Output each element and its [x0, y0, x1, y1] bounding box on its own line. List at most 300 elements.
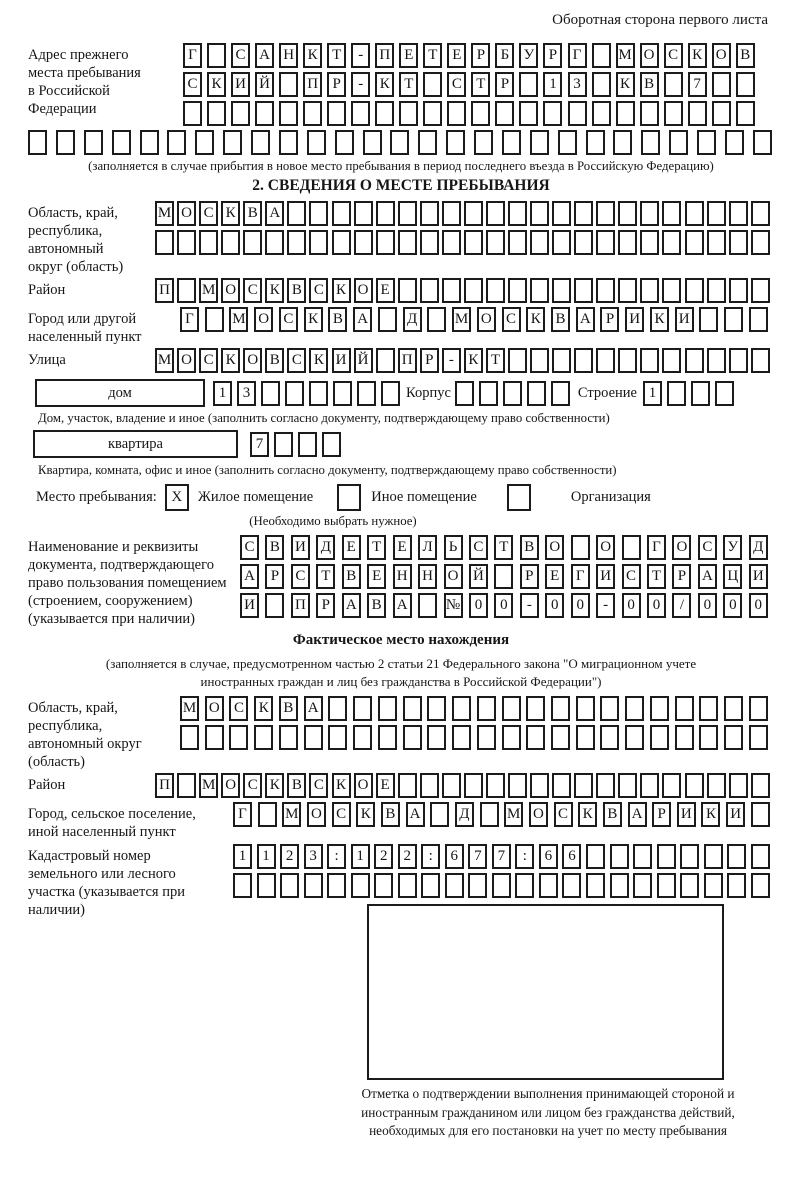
char-cell[interactable]	[464, 773, 483, 798]
char-cell[interactable]: К	[265, 278, 284, 303]
char-cell[interactable]	[492, 873, 511, 898]
char-cell[interactable]: С	[622, 564, 641, 589]
char-cell[interactable]	[254, 725, 273, 750]
char-cell[interactable]	[640, 201, 659, 226]
char-cell[interactable]	[753, 130, 772, 155]
char-cell[interactable]	[618, 230, 637, 255]
char-cell[interactable]: :	[515, 844, 534, 869]
char-cell[interactable]	[298, 432, 317, 457]
char-cell[interactable]	[477, 725, 496, 750]
char-cell[interactable]	[503, 381, 522, 406]
char-cell[interactable]: В	[736, 43, 755, 68]
char-cell[interactable]	[667, 381, 686, 406]
char-cell[interactable]	[751, 873, 770, 898]
char-cell[interactable]: Т	[494, 535, 513, 560]
char-cell[interactable]	[464, 230, 483, 255]
char-cell[interactable]	[751, 230, 770, 255]
char-cell[interactable]: 0	[571, 593, 590, 618]
char-cell[interactable]: М	[504, 802, 523, 827]
char-cell[interactable]	[205, 725, 224, 750]
char-cell[interactable]	[455, 381, 474, 406]
char-cell[interactable]	[662, 278, 681, 303]
char-cell[interactable]: Д	[749, 535, 768, 560]
char-cell[interactable]	[699, 725, 718, 750]
char-cell[interactable]	[751, 348, 770, 373]
char-cell[interactable]	[231, 101, 250, 126]
char-cell[interactable]: В	[287, 278, 306, 303]
char-cell[interactable]: О	[354, 773, 373, 798]
char-cell[interactable]	[474, 130, 493, 155]
char-cell[interactable]: А	[304, 696, 323, 721]
char-cell[interactable]	[664, 101, 683, 126]
char-cell[interactable]: И	[332, 348, 351, 373]
char-cell[interactable]	[751, 773, 770, 798]
char-cell[interactable]: О	[640, 43, 659, 68]
char-cell[interactable]	[285, 381, 304, 406]
char-cell[interactable]	[486, 201, 505, 226]
char-cell[interactable]	[502, 696, 521, 721]
char-cell[interactable]	[233, 873, 252, 898]
char-cell[interactable]: С	[199, 348, 218, 373]
char-cell[interactable]	[669, 130, 688, 155]
char-cell[interactable]	[662, 773, 681, 798]
char-cell[interactable]	[279, 130, 298, 155]
char-cell[interactable]	[508, 348, 527, 373]
char-cell[interactable]: К	[309, 348, 328, 373]
char-cell[interactable]	[526, 696, 545, 721]
char-cell[interactable]	[177, 278, 196, 303]
char-cell[interactable]: Р	[327, 72, 346, 97]
char-cell[interactable]: М	[155, 201, 174, 226]
char-cell[interactable]	[685, 773, 704, 798]
char-cell[interactable]: 3	[304, 844, 323, 869]
char-cell[interactable]: В	[265, 348, 284, 373]
char-cell[interactable]: :	[421, 844, 440, 869]
char-cell[interactable]: О	[545, 535, 564, 560]
char-cell[interactable]	[707, 201, 726, 226]
char-cell[interactable]	[418, 130, 437, 155]
char-cell[interactable]	[354, 201, 373, 226]
char-cell[interactable]	[398, 278, 417, 303]
char-cell[interactable]	[568, 101, 587, 126]
char-cell[interactable]: И	[675, 307, 694, 332]
char-cell[interactable]	[519, 101, 538, 126]
char-cell[interactable]	[287, 230, 306, 255]
char-cell[interactable]	[724, 307, 743, 332]
char-cell[interactable]: П	[303, 72, 322, 97]
char-cell[interactable]	[641, 130, 660, 155]
char-cell[interactable]	[464, 201, 483, 226]
char-cell[interactable]	[274, 432, 293, 457]
char-cell[interactable]: О	[444, 564, 463, 589]
char-cell[interactable]	[328, 725, 347, 750]
char-cell[interactable]	[625, 725, 644, 750]
char-cell[interactable]: С	[240, 535, 259, 560]
char-cell[interactable]	[423, 72, 442, 97]
char-cell[interactable]	[427, 696, 446, 721]
char-cell[interactable]	[600, 696, 619, 721]
char-cell[interactable]	[633, 844, 652, 869]
char-cell[interactable]: О	[307, 802, 326, 827]
char-cell[interactable]	[229, 725, 248, 750]
char-cell[interactable]	[307, 130, 326, 155]
char-cell[interactable]: Е	[376, 278, 395, 303]
char-cell[interactable]: Е	[393, 535, 412, 560]
char-cell[interactable]	[650, 696, 669, 721]
char-cell[interactable]	[335, 130, 354, 155]
char-cell[interactable]: Н	[279, 43, 298, 68]
apartment-type-box[interactable]: квартира	[33, 430, 238, 458]
char-cell[interactable]: Е	[545, 564, 564, 589]
char-cell[interactable]	[729, 348, 748, 373]
char-cell[interactable]: С	[279, 307, 298, 332]
char-cell[interactable]: В	[243, 201, 262, 226]
char-cell[interactable]: А	[240, 564, 259, 589]
char-cell[interactable]	[452, 725, 471, 750]
char-cell[interactable]: 1	[233, 844, 252, 869]
char-cell[interactable]: Е	[447, 43, 466, 68]
char-cell[interactable]: 7	[468, 844, 487, 869]
char-cell[interactable]	[751, 201, 770, 226]
char-cell[interactable]: А	[342, 593, 361, 618]
char-cell[interactable]: И	[726, 802, 745, 827]
char-cell[interactable]	[640, 348, 659, 373]
char-cell[interactable]	[332, 201, 351, 226]
char-cell[interactable]	[526, 725, 545, 750]
char-cell[interactable]	[502, 725, 521, 750]
char-cell[interactable]	[418, 593, 437, 618]
char-cell[interactable]: И	[749, 564, 768, 589]
char-cell[interactable]: Н	[418, 564, 437, 589]
char-cell[interactable]	[207, 43, 226, 68]
char-cell[interactable]	[398, 773, 417, 798]
char-cell[interactable]	[398, 873, 417, 898]
char-cell[interactable]	[464, 278, 483, 303]
char-cell[interactable]	[486, 773, 505, 798]
char-cell[interactable]	[353, 725, 372, 750]
char-cell[interactable]	[480, 802, 499, 827]
char-cell[interactable]: Г	[568, 43, 587, 68]
char-cell[interactable]	[399, 101, 418, 126]
char-cell[interactable]: 3	[237, 381, 256, 406]
char-cell[interactable]: А	[393, 593, 412, 618]
char-cell[interactable]: М	[180, 696, 199, 721]
char-cell[interactable]: Т	[486, 348, 505, 373]
char-cell[interactable]	[688, 101, 707, 126]
char-cell[interactable]: К	[616, 72, 635, 97]
char-cell[interactable]	[596, 773, 615, 798]
char-cell[interactable]	[508, 278, 527, 303]
char-cell[interactable]	[552, 278, 571, 303]
char-cell[interactable]	[751, 278, 770, 303]
char-cell[interactable]	[530, 278, 549, 303]
char-cell[interactable]	[251, 130, 270, 155]
char-cell[interactable]: Р	[316, 593, 335, 618]
char-cell[interactable]: Р	[652, 802, 671, 827]
char-cell[interactable]: Ь	[444, 535, 463, 560]
char-cell[interactable]: Д	[455, 802, 474, 827]
char-cell[interactable]: О	[477, 307, 496, 332]
char-cell[interactable]: И	[596, 564, 615, 589]
char-cell[interactable]: 0	[545, 593, 564, 618]
char-cell[interactable]	[177, 230, 196, 255]
char-cell[interactable]	[543, 101, 562, 126]
char-cell[interactable]	[486, 278, 505, 303]
char-cell[interactable]: К	[304, 307, 323, 332]
char-cell[interactable]: Й	[469, 564, 488, 589]
char-cell[interactable]: 7	[688, 72, 707, 97]
char-cell[interactable]	[675, 696, 694, 721]
char-cell[interactable]: А	[698, 564, 717, 589]
char-cell[interactable]	[327, 873, 346, 898]
char-cell[interactable]: С	[231, 43, 250, 68]
char-cell[interactable]	[707, 773, 726, 798]
char-cell[interactable]	[351, 101, 370, 126]
char-cell[interactable]: 2	[374, 844, 393, 869]
char-cell[interactable]	[704, 844, 723, 869]
char-cell[interactable]: М	[199, 773, 218, 798]
char-cell[interactable]	[712, 72, 731, 97]
char-cell[interactable]: С	[469, 535, 488, 560]
char-cell[interactable]: -	[442, 348, 461, 373]
char-cell[interactable]: 1	[351, 844, 370, 869]
char-cell[interactable]	[551, 725, 570, 750]
char-cell[interactable]	[530, 201, 549, 226]
char-cell[interactable]	[527, 381, 546, 406]
char-cell[interactable]	[552, 773, 571, 798]
char-cell[interactable]	[697, 130, 716, 155]
char-cell[interactable]: О	[243, 348, 262, 373]
char-cell[interactable]	[552, 230, 571, 255]
char-cell[interactable]	[729, 278, 748, 303]
char-cell[interactable]	[309, 201, 328, 226]
char-cell[interactable]	[685, 201, 704, 226]
char-cell[interactable]: К	[207, 72, 226, 97]
char-cell[interactable]	[725, 130, 744, 155]
char-cell[interactable]	[622, 535, 641, 560]
char-cell[interactable]: 0	[622, 593, 641, 618]
char-cell[interactable]: 6	[539, 844, 558, 869]
char-cell[interactable]	[378, 696, 397, 721]
char-cell[interactable]	[707, 230, 726, 255]
char-cell[interactable]	[390, 130, 409, 155]
char-cell[interactable]	[112, 130, 131, 155]
char-cell[interactable]	[378, 307, 397, 332]
house-type-box[interactable]: дом	[35, 379, 205, 407]
char-cell[interactable]	[322, 432, 341, 457]
char-cell[interactable]	[243, 230, 262, 255]
char-cell[interactable]	[403, 696, 422, 721]
char-cell[interactable]: Е	[376, 773, 395, 798]
char-cell[interactable]: Н	[393, 564, 412, 589]
char-cell[interactable]: 7	[250, 432, 269, 457]
char-cell[interactable]	[183, 101, 202, 126]
char-cell[interactable]: К	[332, 773, 351, 798]
char-cell[interactable]: В	[287, 773, 306, 798]
char-cell[interactable]	[442, 773, 461, 798]
char-cell[interactable]: О	[221, 278, 240, 303]
char-cell[interactable]	[155, 230, 174, 255]
char-cell[interactable]	[403, 725, 422, 750]
char-cell[interactable]	[354, 230, 373, 255]
char-cell[interactable]: Р	[672, 564, 691, 589]
char-cell[interactable]	[600, 725, 619, 750]
char-cell[interactable]: С	[447, 72, 466, 97]
char-cell[interactable]: Д	[316, 535, 335, 560]
char-cell[interactable]	[704, 873, 723, 898]
char-cell[interactable]	[640, 278, 659, 303]
char-cell[interactable]	[680, 873, 699, 898]
char-cell[interactable]: Г	[180, 307, 199, 332]
char-cell[interactable]: -	[520, 593, 539, 618]
char-cell[interactable]: И	[677, 802, 696, 827]
char-cell[interactable]	[574, 348, 593, 373]
char-cell[interactable]	[56, 130, 75, 155]
char-cell[interactable]	[727, 844, 746, 869]
char-cell[interactable]	[258, 802, 277, 827]
char-cell[interactable]	[279, 725, 298, 750]
char-cell[interactable]	[177, 773, 196, 798]
char-cell[interactable]: 3	[568, 72, 587, 97]
char-cell[interactable]	[662, 230, 681, 255]
char-cell[interactable]	[430, 802, 449, 827]
char-cell[interactable]	[420, 230, 439, 255]
char-cell[interactable]	[519, 72, 538, 97]
char-cell[interactable]: /	[672, 593, 691, 618]
char-cell[interactable]: М	[155, 348, 174, 373]
char-cell[interactable]	[257, 873, 276, 898]
char-cell[interactable]: О	[529, 802, 548, 827]
char-cell[interactable]: К	[303, 43, 322, 68]
char-cell[interactable]	[447, 101, 466, 126]
char-cell[interactable]: Д	[403, 307, 422, 332]
char-cell[interactable]	[551, 696, 570, 721]
char-cell[interactable]: Е	[367, 564, 386, 589]
char-cell[interactable]: У	[519, 43, 538, 68]
char-cell[interactable]	[736, 101, 755, 126]
char-cell[interactable]	[421, 873, 440, 898]
char-cell[interactable]	[729, 773, 748, 798]
checkbox-organization[interactable]	[507, 484, 531, 511]
char-cell[interactable]: В	[265, 535, 284, 560]
char-cell[interactable]: Т	[647, 564, 666, 589]
char-cell[interactable]: С	[332, 802, 351, 827]
char-cell[interactable]: К	[356, 802, 375, 827]
checkbox-residential[interactable]: X	[165, 484, 189, 511]
char-cell[interactable]	[675, 725, 694, 750]
char-cell[interactable]	[749, 696, 768, 721]
char-cell[interactable]	[616, 101, 635, 126]
char-cell[interactable]	[707, 348, 726, 373]
char-cell[interactable]	[398, 201, 417, 226]
char-cell[interactable]	[420, 278, 439, 303]
char-cell[interactable]	[333, 381, 352, 406]
char-cell[interactable]	[309, 230, 328, 255]
char-cell[interactable]	[261, 381, 280, 406]
char-cell[interactable]: А	[255, 43, 274, 68]
char-cell[interactable]	[207, 101, 226, 126]
char-cell[interactable]	[574, 201, 593, 226]
char-cell[interactable]	[680, 844, 699, 869]
char-cell[interactable]	[596, 278, 615, 303]
char-cell[interactable]	[576, 725, 595, 750]
char-cell[interactable]: К	[332, 278, 351, 303]
char-cell[interactable]	[751, 844, 770, 869]
char-cell[interactable]	[530, 230, 549, 255]
char-cell[interactable]: Т	[327, 43, 346, 68]
char-cell[interactable]	[664, 72, 683, 97]
char-cell[interactable]: П	[155, 773, 174, 798]
char-cell[interactable]: Й	[354, 348, 373, 373]
char-cell[interactable]	[279, 101, 298, 126]
char-cell[interactable]	[592, 72, 611, 97]
char-cell[interactable]	[309, 381, 328, 406]
char-cell[interactable]: 7	[492, 844, 511, 869]
char-cell[interactable]	[376, 201, 395, 226]
char-cell[interactable]	[471, 101, 490, 126]
char-cell[interactable]: Е	[342, 535, 361, 560]
char-cell[interactable]: Г	[233, 802, 252, 827]
char-cell[interactable]	[736, 72, 755, 97]
char-cell[interactable]: 6	[562, 844, 581, 869]
char-cell[interactable]: Ц	[723, 564, 742, 589]
char-cell[interactable]	[749, 725, 768, 750]
char-cell[interactable]: О	[205, 696, 224, 721]
char-cell[interactable]	[363, 130, 382, 155]
char-cell[interactable]: К	[701, 802, 720, 827]
char-cell[interactable]: У	[723, 535, 742, 560]
char-cell[interactable]	[596, 230, 615, 255]
char-cell[interactable]: О	[354, 278, 373, 303]
char-cell[interactable]	[495, 101, 514, 126]
char-cell[interactable]: В	[603, 802, 622, 827]
char-cell[interactable]	[574, 278, 593, 303]
char-cell[interactable]	[374, 873, 393, 898]
char-cell[interactable]	[351, 873, 370, 898]
char-cell[interactable]	[357, 381, 376, 406]
char-cell[interactable]: В	[381, 802, 400, 827]
char-cell[interactable]	[508, 201, 527, 226]
char-cell[interactable]	[640, 773, 659, 798]
char-cell[interactable]	[552, 348, 571, 373]
char-cell[interactable]: П	[375, 43, 394, 68]
char-cell[interactable]: 1	[643, 381, 662, 406]
char-cell[interactable]: 0	[469, 593, 488, 618]
char-cell[interactable]	[180, 725, 199, 750]
char-cell[interactable]	[423, 101, 442, 126]
char-cell[interactable]	[618, 348, 637, 373]
char-cell[interactable]: А	[353, 307, 372, 332]
char-cell[interactable]: О	[254, 307, 273, 332]
char-cell[interactable]	[650, 725, 669, 750]
char-cell[interactable]: Р	[543, 43, 562, 68]
char-cell[interactable]	[618, 201, 637, 226]
char-cell[interactable]: В	[520, 535, 539, 560]
char-cell[interactable]: К	[578, 802, 597, 827]
char-cell[interactable]	[427, 307, 446, 332]
char-cell[interactable]	[724, 725, 743, 750]
char-cell[interactable]	[486, 230, 505, 255]
char-cell[interactable]	[662, 348, 681, 373]
char-cell[interactable]: С	[502, 307, 521, 332]
char-cell[interactable]	[353, 696, 372, 721]
char-cell[interactable]	[618, 278, 637, 303]
char-cell[interactable]: В	[328, 307, 347, 332]
char-cell[interactable]	[199, 230, 218, 255]
char-cell[interactable]: 2	[280, 844, 299, 869]
checkbox-other-premises[interactable]	[337, 484, 361, 511]
char-cell[interactable]: В	[279, 696, 298, 721]
